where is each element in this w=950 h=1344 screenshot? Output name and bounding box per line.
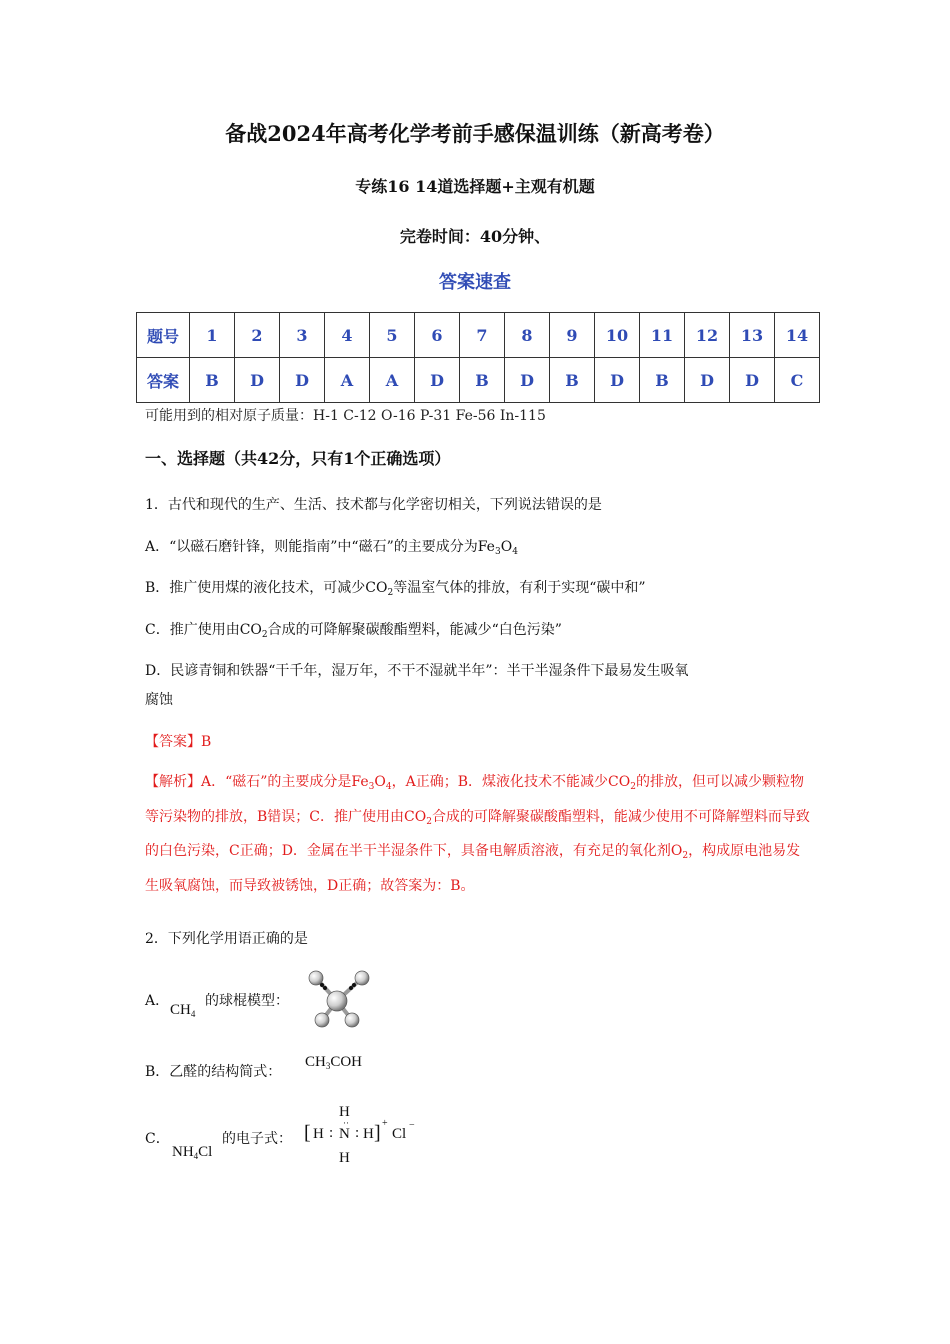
question-number: 4 xyxy=(325,313,370,358)
quick-answers-heading: 答案速查 xyxy=(439,272,511,293)
electron-formula xyxy=(304,1104,424,1168)
question-number-row xyxy=(137,313,820,358)
doc-title: 备战2024年高考化学考前手感保温训练（新高考卷） xyxy=(225,121,725,146)
q2-option-b-text: B．乙醛的结构简式： xyxy=(145,1064,282,1080)
q2-option-c-label: C． xyxy=(145,1131,170,1147)
electron-dots-top: ·· xyxy=(343,1118,349,1128)
question-number: 1 xyxy=(190,313,235,358)
question-number: 5 xyxy=(370,313,415,358)
electron-n: N xyxy=(339,1126,350,1142)
answer-cell: D xyxy=(730,358,775,403)
question-number: 7 xyxy=(460,313,505,358)
question-number: 2 xyxy=(235,313,280,358)
electron-h-right: H xyxy=(363,1126,374,1142)
answer-cell: B xyxy=(640,358,685,403)
electron-right-bracket: ] xyxy=(374,1122,381,1144)
ball-stick-model-image xyxy=(300,964,380,1030)
electron-h-top: H xyxy=(339,1104,350,1120)
answer-row xyxy=(137,358,820,403)
q2-c-formula: $NH_4Cl$ xyxy=(172,1144,213,1161)
answer-cell: D xyxy=(415,358,460,403)
question-number: 14 xyxy=(775,313,820,358)
row-label-question: 题号 xyxy=(137,313,190,358)
answer-cell: B xyxy=(460,358,505,403)
q2-a-text: 的球棍模型： xyxy=(205,993,289,1009)
q1-answer: 【答案】B xyxy=(145,734,212,750)
q1-option-a: A．“以磁石磨针锋，则能指南”中“磁石”的主要成分为$Fe_3O_4$ xyxy=(145,539,518,557)
answer-cell: D xyxy=(235,358,280,403)
row-label-answer: 答案 xyxy=(137,358,190,403)
question-number: 10 xyxy=(595,313,640,358)
answer-cell: D xyxy=(280,358,325,403)
q2-c-text: 的电子式： xyxy=(222,1131,292,1147)
answer-cell: D xyxy=(595,358,640,403)
answer-cell: A xyxy=(370,358,415,403)
electron-h-left: H xyxy=(313,1126,324,1142)
q2-a-formula: $CH_4$ xyxy=(170,1002,196,1019)
q1-explanation: 【解析】A．“磁石”的主要成分是$Fe_3O_4$，A正确；B．煤液化技术不能减少$CO_2$的排放，但可以减少颗粒物等污染物的排放，B错误；C．推广使用由$CO_2$合成的可降解聚碳酸酯塑料，能减少使用不可降解塑料而导致的白色污染，C正确；D．金属在半干半湿条件下，具备电解质溶液，有充足的氧化剂$O_2$，构成原电池易发生吸氧腐蚀，而导致被锈蚀，D正确；故答案为：B。 xyxy=(145,774,810,894)
question-number: 6 xyxy=(415,313,460,358)
q1-option-d-line2: 腐蚀 xyxy=(145,692,173,708)
answer-cell: D xyxy=(685,358,730,403)
question-number: 3 xyxy=(280,313,325,358)
answer-cell: C xyxy=(775,358,820,403)
q2-option-a-label: A． xyxy=(145,993,170,1009)
q2-b-formula: $CH_3COH$ xyxy=(305,1054,363,1071)
answer-cell: B xyxy=(190,358,235,403)
q1-option-b: B．推广使用煤的液化技术，可减少$CO_2$等温室气体的排放，有利于实现“碳中和” xyxy=(145,580,646,598)
q2-stem: 2．下列化学用语正确的是 xyxy=(145,931,308,947)
answer-cell: A xyxy=(325,358,370,403)
doc-subtitle: 专练16 14道选择题+主观有机题 xyxy=(355,177,595,196)
time-limit: 完卷时间：40分钟、 xyxy=(399,227,551,246)
q1-option-d-line1: D．民谚青铜和铁器“干千年，湿万年，不干不湿就半年”：半干半湿条件下最易发生吸氧 xyxy=(145,663,689,679)
q1-option-c: C．推广使用由$CO_2$合成的可降解聚碳酸酯塑料，能减少“白色污染” xyxy=(145,622,562,640)
electron-left-bracket: [ xyxy=(304,1122,311,1144)
question-number: 8 xyxy=(505,313,550,358)
question-number: 11 xyxy=(640,313,685,358)
question-number: 12 xyxy=(685,313,730,358)
answer-cell: B xyxy=(550,358,595,403)
answer-cell: D xyxy=(505,358,550,403)
electron-minus: − xyxy=(409,1120,415,1131)
section-heading: 一、选择题（共42分，只有1个正确选项） xyxy=(145,449,451,468)
question-number: 13 xyxy=(730,313,775,358)
electron-plus: + xyxy=(382,1118,388,1129)
electron-colon-left: : xyxy=(329,1125,334,1141)
electron-cl: Cl xyxy=(392,1126,407,1142)
q1-stem: 1．古代和现代的生产、生活、技术都与化学密切相关，下列说法错误的是 xyxy=(145,497,602,513)
electron-colon-right: : xyxy=(355,1125,360,1141)
question-number: 9 xyxy=(550,313,595,358)
electron-h-bottom: H xyxy=(339,1150,350,1166)
atomic-masses: 可能用到的相对原子质量：H-1 C-12 O-16 P-31 Fe-56 In-115 xyxy=(145,408,546,424)
answer-table xyxy=(136,312,820,403)
